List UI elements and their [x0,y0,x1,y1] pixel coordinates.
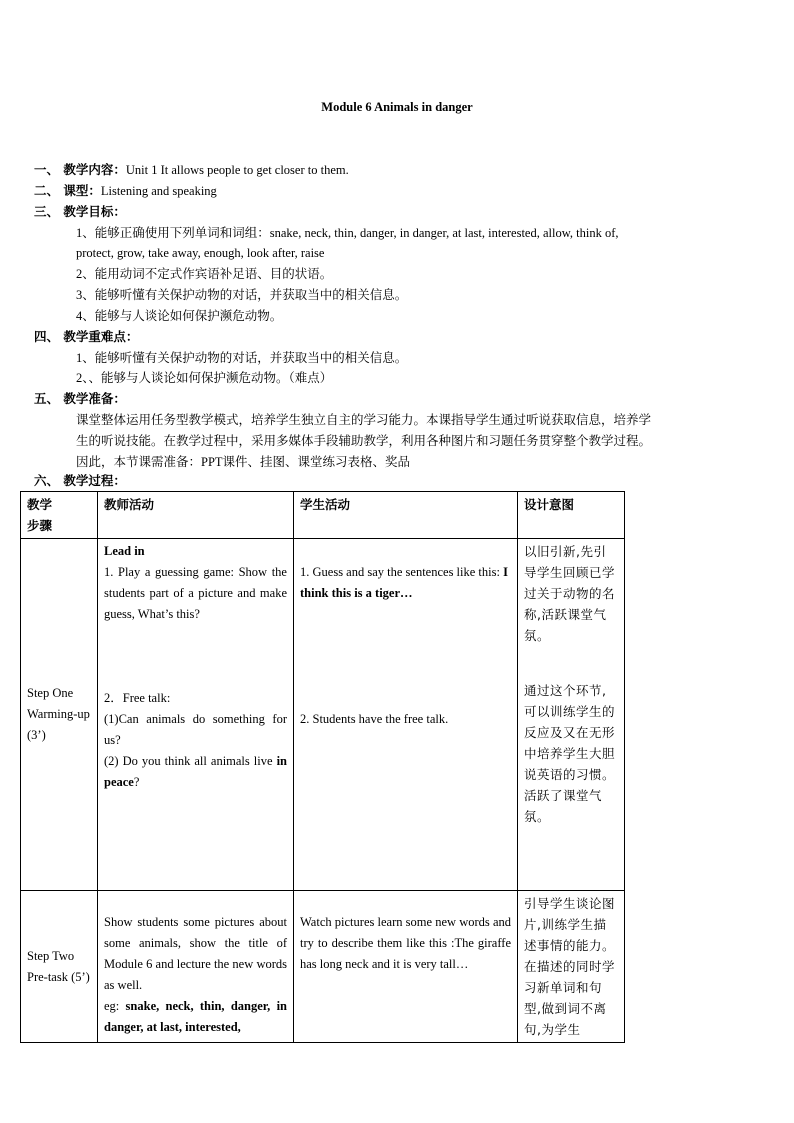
header-student-activity: 学生活动 [294,492,518,539]
preparation-line-3: 因此，本节课需准备：PPT课件、挂图、课堂练习表格、奖品 [76,455,411,469]
section-value: Unit 1 It allows people to get closer to them. [125,163,349,177]
objective-4: 4、能够与人谈论如何保护濒危动物。 [76,309,283,323]
section-label: 二、 课型： [34,183,101,198]
objective-1b: protect, grow, take away, enough, look after, raise [76,246,325,260]
section-label: 四、 教学重难点： [34,329,139,344]
preparation-line-1: 课堂整体运用任务型教学模式，培养学生独立自主的学习能力。本课指导学生通过听说获取信息，培养学 [76,413,652,427]
table-row [21,539,625,891]
section-process [34,473,126,489]
section-label: 三、 教学目标： [34,204,126,219]
teacher-activity-cell [98,891,294,1043]
step-cell: Step One Warming-up (3’) [21,539,98,891]
objective-1a: 1、能够正确使用下列单词和词组：snake, neck, thin, danger, in danger, at last, interested, allow, think of, [76,226,619,240]
header-teacher-activity: 教师活动 [98,492,294,539]
section-key-points [34,329,138,345]
objective-3: 3、能够听懂有关保护动物的对话，并获取当中的相关信息。 [76,288,408,302]
objective-2: 2、能用动词不定式作宾语补足语、目的状语。 [76,267,333,281]
student-step-2: 2. Students have the free talk. [300,712,449,726]
student-step-1: 1. Guess and say the sentences like this: I think this is a tiger… [300,565,508,600]
teacher-step-1: Show students some pictures about some animals, show the title of Module 6 and lecture the new words as well. [104,915,287,992]
step-cell: Step Two Pre-task (5’) [21,891,98,1043]
section-label: 五、 教学准备： [34,391,126,406]
key-point-1: 1、能够听懂有关保护动物的对话，并获取当中的相关信息。 [76,351,408,365]
section-preparation [34,391,126,407]
table-row [21,891,625,1043]
teaching-process-table [20,491,625,1043]
student-activity-cell [294,539,518,891]
teacher-example: eg: snake, neck, thin, danger, in danger, at last, interested, [104,999,287,1034]
section-value: Listening and speaking [100,184,217,198]
teacher-question-1: (1)Can animals do something for us? [104,712,287,747]
design-intent-1: 引导学生谈论图片,训练学生描述事情的能力。在描述的同时学习新单词和句型,做到词不离句,为学生 [524,896,616,1037]
teacher-step-2: 2．Free talk: [104,691,171,705]
section-objectives [34,204,126,220]
design-intent-1: 以旧引新,先引导学生回顾已学过关于动物的名称,活跃课堂气氛。 [524,544,616,643]
lead-in-heading: Lead in [104,544,145,558]
header-step: 教学 步骤 [21,492,98,539]
design-intent-2: 通过这个环节,可以训练学生的反应及又在无形中培养学生大胆说英语的习惯。活跃了课堂气氛。 [524,683,616,824]
design-intent-cell [518,891,625,1043]
design-intent-cell [518,539,625,891]
table-header-row [21,492,625,539]
teacher-question-2: (2) Do you think all animals live in peace? [104,754,287,789]
section-content [34,162,349,178]
student-activity-cell [294,891,518,1043]
teacher-step-1: 1. Play a guessing game: Show the students part of a picture and make guess, What’s this? [104,565,287,621]
document-title: Module 6 Animals in danger [321,100,473,114]
header-design-intent: 设计意图 [518,492,625,539]
key-point-2: 2、、能够与人谈论如何保护濒危动物。（难点） [76,371,333,385]
teacher-activity-cell [98,539,294,891]
section-lesson-type [34,183,217,199]
preparation-line-2: 生的听说技能。在教学过程中，采用多媒体手段辅助教学，利用各种图片和习题任务贯穿整个教学过程。 [76,434,652,448]
section-label: 六、 教学过程： [34,473,126,488]
student-step-1: Watch pictures learn some new words and try to describe them like this :The giraffe has long neck and it is very tall… [300,915,511,971]
section-label: 一、 教学内容： [34,162,126,177]
